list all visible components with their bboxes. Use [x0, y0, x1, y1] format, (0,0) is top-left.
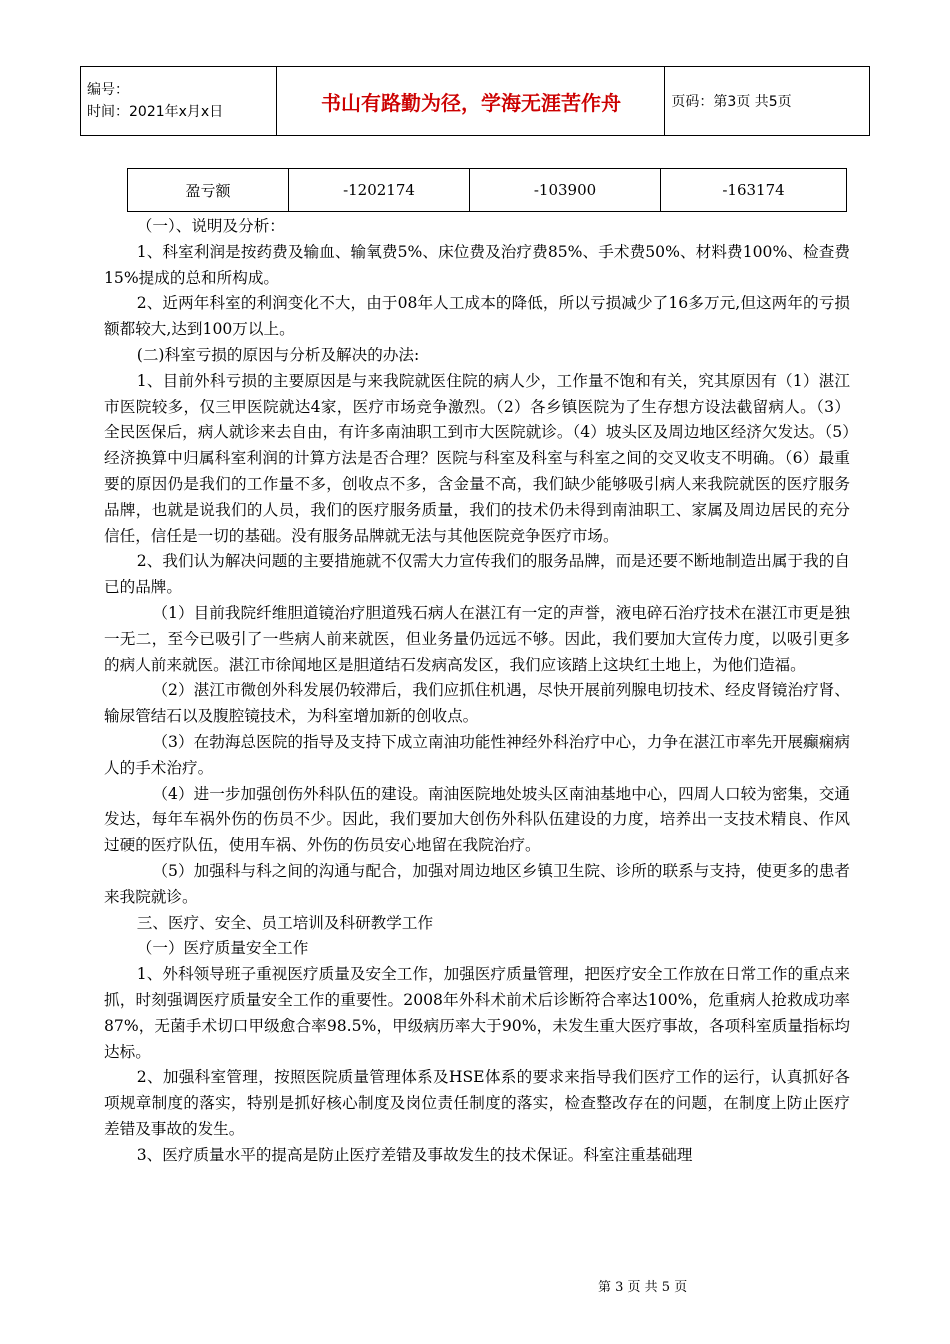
section-heading: 三、医疗、安全、员工培训及科研教学工作	[136, 913, 434, 932]
header-meta-cell	[81, 67, 277, 136]
paragraph: （2）湛江市微创外科发展仍较滞后，我们应抓住机遇，尽快开展前列腺电切技术、经皮肾镜治疗肾、输尿管结石以及腹腔镜技术，为科室增加新的创收点。	[104, 681, 851, 726]
document-header	[80, 66, 870, 136]
table-cell: -103900	[470, 169, 661, 212]
document-body	[104, 214, 850, 1168]
paragraph: 1、科室利润是按药费及输血、输氧费5%、床位费及治疗费85%、手术费50%、材料费100%、检查费15%提成的总和所构成。	[104, 242, 850, 287]
paragraph: （1）目前我院纤维胆道镜治疗胆道残石病人在湛江有一定的声誉，液电碎石治疗技术在湛江市更是独一无二，至今已吸引了一些病人前来就医，但业务量仍远远不够。因此，我们要加大宣传力度，以吸引更多的病人前来就医。湛江市徐闻地区是胆道结石发病高发区，我们应该踏上这块红土地上，为他们造福。	[104, 603, 851, 674]
paragraph: （5）加强科与科之间的沟通与配合，加强对周边地区乡镇卫生院、诊所的联系与支持，使更多的患者来我院就诊。	[104, 861, 851, 906]
table-row	[128, 169, 847, 212]
section-heading: （一）、说明及分析：	[136, 217, 285, 235]
paragraph: 1、外科领导班子重视医疗质量及安全工作，加强医疗质量管理，把医疗安全工作放在日常工作的重点来抓，时刻强调医疗质量安全工作的重要性。2008年外科术前术后诊断符合率达100%，危重病人抢救成功率87%，无菌手术切口甲级愈合率98.5%，甲级病历率大于90%，未发生重大医疗事故，各项科室质量指标均达标。	[104, 965, 850, 1061]
header-motto: 书山有路勤为径，学海无涯苦作舟	[277, 67, 665, 136]
profit-loss-table	[127, 168, 847, 212]
paragraph: 2、我们认为解决问题的主要措施就不仅需大力宣传我们的服务品牌，而是还要不断地制造出属于我的自已的品牌。	[104, 552, 850, 597]
paragraph: （3）在勃海总医院的指导及支持下成立南油功能性神经外科治疗中心，力争在湛江市率先开展癫痫病人的手术治疗。	[104, 732, 851, 777]
paragraph: 2、加强科室管理，按照医院质量管理体系及HSE体系的要求来指导我们医疗工作的运行，认真抓好各项规章制度的落实，特别是抓好核心制度及岗位责任制度的落实，检查整改存在的问题，在制度上防止医疗差错及事故的发生。	[104, 1068, 850, 1138]
section-heading: (二)科室亏损的原因与分析及解决的办法:	[136, 345, 420, 364]
header-page-label: 页码：第3页 共5页	[665, 67, 870, 136]
table-row-label: 盈亏额	[128, 169, 289, 212]
paragraph: （4）进一步加强创伤外科队伍的建设。南油医院地处坡头区南油基地中心，四周人口较为密集，交通发达，每年车祸外伤的伤员不少。因此，我们要加大创伤外科队伍建设的力度，培养出一支技术精良、作风过硬的医疗队伍，使用车祸、外伤的伤员安心地留在我院治疗。	[104, 784, 851, 855]
table-cell: -1202174	[289, 169, 470, 212]
document-number-label: 编号：	[87, 82, 129, 98]
document-date-label: 时间：2021年x月x日	[87, 104, 224, 120]
table-cell: -163174	[661, 169, 847, 212]
paragraph: 2、近两年科室的利润变化不大，由于08年人工成本的降低，所以亏损减少了16多万元,但这两年的亏损额都较大,达到100万以上。	[104, 294, 850, 339]
paragraph: 1、目前外科亏损的主要原因是与来我院就医住院的病人少，工作量不饱和有关，究其原因有（1）湛江市医院较多，仅三甲医院就达4家，医疗市场竞争激烈。（2）各乡镇医院为了生存想方设法截留病人。（3）全民医保后，病人就诊来去自由，有许多南油职工到市大医院就诊。（4）坡头区及周边地区经济欠发达。（5）经济换算中归属科室利润的计算方法是否合理？医院与科室及科室与科室之间的交叉收支不明确。（6）最重要的原因仍是我们的工作量不多，创收点不多，含金量不高，我们缺少能够吸引病人来我院就医的医疗服务品牌，也就是说我们的人员，我们的医疗服务质量，我们的技术仍未得到南油职工、家属及周边居民的充分信任，信任是一切的基础。没有服务品牌就无法与其他医院竞争医疗市场。	[104, 371, 850, 545]
page-footer: 第 3 页 共 5 页	[598, 1280, 688, 1295]
paragraph: 3、医疗质量水平的提高是防止医疗差错及事故发生的技术保证。科室注重基础理	[136, 1145, 693, 1164]
section-heading: （一）医疗质量安全工作	[136, 939, 309, 958]
